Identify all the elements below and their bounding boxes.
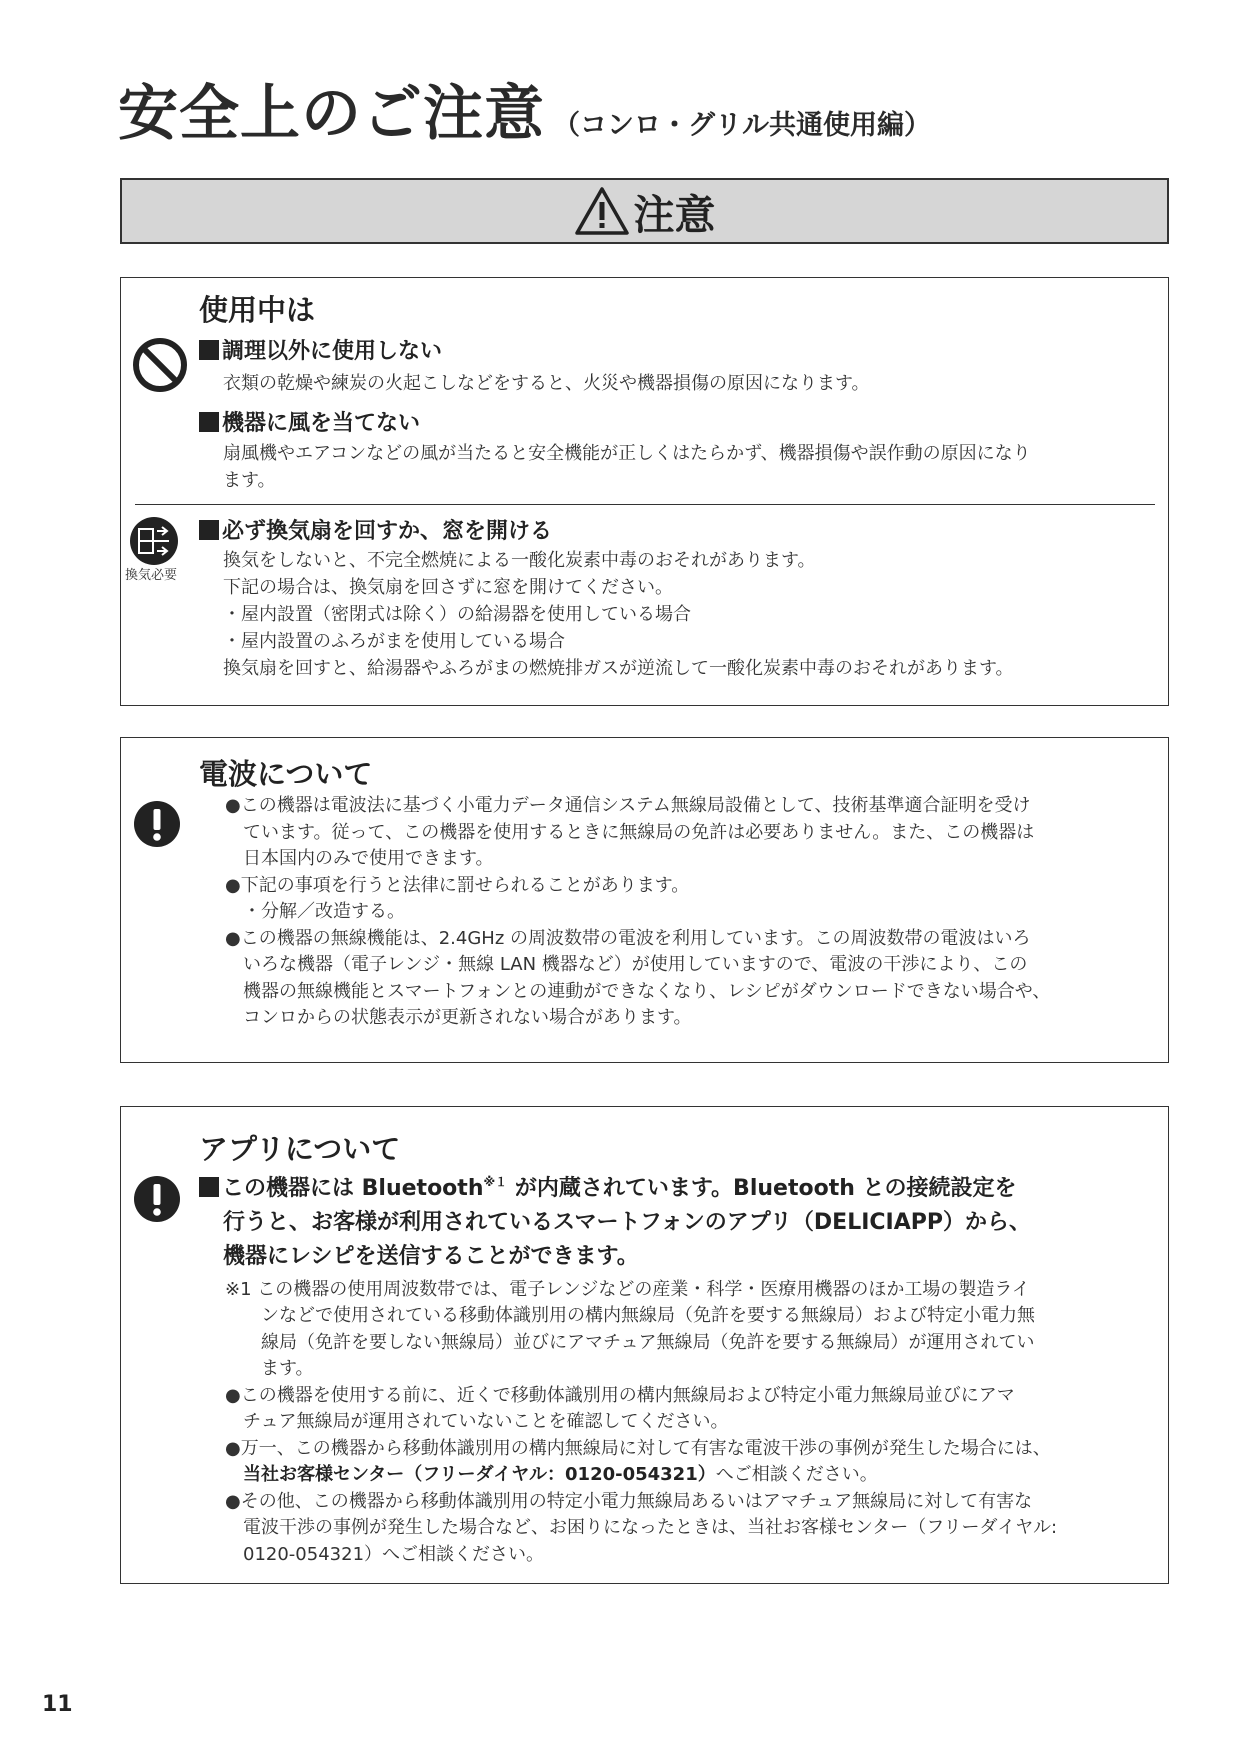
ventilation-icon — [129, 516, 179, 566]
item-title-cooking-only — [199, 334, 442, 365]
note-line: ●この機器を使用する前に、近くで移動体識別用の構内無線局および特定小電力無線局並びにアマ — [225, 1385, 1015, 1406]
square-bullet-icon — [199, 412, 219, 432]
page-subtitle: （コンロ・グリル共通使用編） — [553, 110, 931, 141]
item-text: 扇風機やエアコンなどの風が当たると安全機能が正しくはたらかず、機器損傷や誤作動の原因になり — [223, 443, 1031, 464]
item-text: 下記の場合は、換気扇を回さずに窓を開けてください。 — [223, 577, 673, 598]
square-bullet-icon — [199, 520, 219, 540]
note-line: 電波干渉の事例が発生した場合など、お困りになったときは、当社お客様センター（フリーダイヤル: — [225, 1517, 1058, 1538]
section-heading: 使用中は — [199, 293, 316, 327]
list-line: ●この機器の無線機能は、2.4GHz の周波数帯の電波を利用しています。この周波数帯の電波はいろ — [225, 928, 1031, 949]
bluetooth-notice-line: 機器にレシピを送信することができます。 — [223, 1244, 639, 1269]
item-title-text: 必ず換気扇を回すか、窓を開ける — [222, 519, 553, 544]
note-text: へご相談ください。 — [715, 1464, 878, 1485]
square-bullet-icon — [199, 1177, 219, 1197]
list-line: コンロからの状態表示が更新されない場合があります。 — [225, 1007, 692, 1028]
item-text: ます。 — [223, 470, 276, 491]
list-line: ・分解／改造する。 — [225, 901, 405, 922]
section-heading: アプリについて — [199, 1132, 401, 1166]
square-bullet-icon — [199, 340, 219, 360]
mandatory-exclamation-icon — [133, 1175, 181, 1223]
section-heading: 電波について — [199, 757, 373, 791]
item-text: ・屋内設置のふろがまを使用している場合 — [223, 631, 565, 652]
item-text: 換気をしないと、不完全燃焼による一酸化炭素中毒のおそれがあります。 — [223, 550, 816, 571]
item-title-text: 調理以外に使用しない — [222, 339, 443, 364]
customer-center-line — [243, 1462, 878, 1489]
list-line: ●この機器は電波法に基づく小電力データ通信システム無線局設備として、技術基準適合証明を受け — [225, 795, 1031, 816]
note-line: ます。 — [225, 1358, 314, 1379]
mandatory-exclamation-icon — [133, 800, 181, 848]
caution-banner — [120, 178, 1169, 244]
item-text: 衣類の乾燥や練炭の火起こしなどをすると、火災や機器損傷の原因になります。 — [223, 373, 870, 394]
list-line: いろな機器（電子レンジ・無線 LAN 機器など）が使用していますので、電波の干渉により、この — [225, 954, 1028, 975]
section-app — [120, 1106, 1169, 1584]
section-divider — [135, 504, 1155, 505]
customer-center-name: 当社お客様センター（フリーダイヤル：0120-054321） — [243, 1464, 716, 1485]
note-line: チュア無線局が運用されていないことを確認してください。 — [225, 1411, 729, 1432]
item-text: ・屋内設置（密閉式は除く）の給湯器を使用している場合 — [223, 604, 691, 625]
list-line: 日本国内のみで使用できます。 — [225, 848, 494, 869]
list-line: 機器の無線機能とスマートフォンとの連動ができなくなり、レシピがダウンロードできない場合や、 — [225, 981, 1051, 1002]
page-number: 11 — [42, 1692, 73, 1717]
item-title-ventilate — [199, 514, 552, 545]
bluetooth-text: が内蔵されています。Bluetooth との接続設定を — [507, 1176, 1017, 1201]
section-during-use — [120, 277, 1169, 706]
section-radio-waves — [120, 737, 1169, 1063]
note-line: ●万一、この機器から移動体識別用の構内無線局に対して有害な電波干渉の事例が発生した場合には、 — [225, 1438, 1051, 1459]
warning-triangle-icon — [574, 186, 630, 236]
item-title-text: 機器に風を当てない — [222, 411, 421, 436]
bluetooth-text: この機器には Bluetooth — [222, 1176, 484, 1201]
ventilation-label: 換気必要 — [125, 568, 178, 583]
note-line: ●その他、この機器から移動体識別用の特定小電力無線局あるいはアマチュア無線局に対して有害な — [225, 1491, 1033, 1512]
note-line: 0120-054321）へご相談ください。 — [225, 1544, 545, 1565]
bluetooth-notice-line: 行うと、お客様が利用されているスマートフォンのアプリ（DELICIAPP）から、 — [223, 1210, 1032, 1235]
bluetooth-notice-line — [199, 1171, 1017, 1202]
item-title-no-wind — [199, 406, 420, 437]
note-line: 線局（免許を要しない無線局）並びにアマチュア無線局（免許を要する無線局）が運用されてい — [225, 1332, 1035, 1353]
list-line: ●下記の事項を行うと法律に罰せられることがあります。 — [225, 875, 690, 896]
title-main-text: 安全上のご注意 — [118, 79, 545, 149]
caution-label: 注意 — [633, 190, 716, 239]
item-text: 換気扇を回すと、給湯器やふろがまの燃焼排ガスが逆流して一酸化炭素中毒のおそれがあります。 — [223, 658, 1014, 679]
note-line: ※1 この機器の使用周波数帯では、電子レンジなどの産業・科学・医療用機器のほか工場の製造ライ — [225, 1279, 1030, 1300]
page-title — [118, 79, 931, 149]
footnote-marker: ※１ — [483, 1175, 508, 1189]
note-line: ンなどで使用されている移動体識別用の構内無線局（免許を要する無線局）および特定小電力無 — [225, 1305, 1035, 1326]
list-line: ています。従って、この機器を使用するときに無線局の免許は必要ありません。また、この機器は — [225, 822, 1035, 843]
prohibited-icon — [131, 336, 189, 394]
